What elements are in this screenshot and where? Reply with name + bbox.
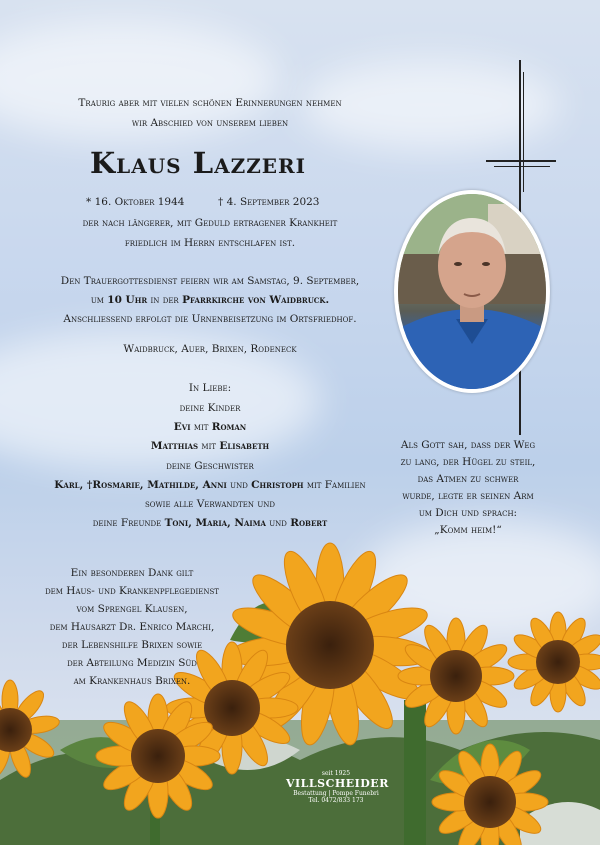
service-text: in der (150, 294, 179, 306)
thanks-line: der Abteilung Medizin Süd (67, 657, 197, 669)
poem-line: wurde, legte er seinen Arm (402, 490, 534, 502)
child-line (0, 437, 420, 456)
families-text: mit Familien (306, 479, 366, 491)
cross-vertical-line (523, 72, 524, 192)
thanks-line: dem Hausarzt Dr. Enrico Marchi, (49, 621, 215, 633)
logo-subtitle: Bestattung | Pompe Funebri (293, 790, 379, 797)
thanks-line: vom Sprengel Klausen, (76, 603, 188, 615)
siblings-names: Karl, †Rosmarie, Mathilde, Anni (54, 479, 227, 491)
logo-phone: Tel. 0472/833 173 (308, 797, 364, 804)
relatives-line: sowie alle Verwandten und (144, 498, 276, 510)
stem (404, 700, 426, 845)
service-text: um (90, 294, 104, 306)
with-text: mit (201, 440, 217, 452)
partner-name: Roman (211, 421, 247, 433)
siblings-label: deine Geschwister (166, 460, 254, 472)
portrait-photo (398, 194, 546, 389)
children-label: deine Kinder (179, 402, 241, 414)
thanks-line: Ein besonderen Dank gilt (70, 567, 194, 579)
child-name: Evi (173, 421, 191, 433)
poem-line: Als Gott sah, dass der Weg (400, 439, 536, 451)
deceased-name: Klaus Lazzeri (89, 146, 307, 180)
service-line: Den Trauergottesdienst feiern wir am Samstag, 9. September, (60, 275, 360, 287)
poem-line: das Atmen zu schwer (417, 473, 519, 485)
circumstance-line: der nach längerer, mit Geduld ertragener Krankheit (82, 217, 338, 229)
cross-horizontal-line (494, 166, 550, 167)
and-text: und (269, 517, 287, 529)
sibling-name: Christoph (251, 479, 304, 491)
child-line (0, 418, 420, 437)
portrait-illustration (398, 194, 546, 389)
intro-line: wir Abschied von unserem lieben (131, 117, 289, 129)
service-line: Anschließend erfolgt die Urnenbeisetzung im Ortsfriedhof. (63, 313, 357, 325)
partner-name: Elisabeth (219, 440, 270, 452)
service-time-line (0, 291, 420, 310)
poem-line: „Komm heim!“ (434, 524, 502, 536)
intro-line: Traurig aber mit vielen schönen Erinnerungen nehmen (78, 97, 342, 109)
thanks-line: der Lebenshilfe Brixen sowie (61, 639, 203, 651)
with-text: mit (193, 421, 209, 433)
friends-label: deine Freunde (92, 517, 162, 529)
child-name: Matthias (150, 440, 199, 452)
friend-name: Robert (290, 517, 328, 529)
service-time: 10 Uhr (107, 294, 148, 306)
thanks-line: dem Haus- und Krankenpflegedienst (45, 585, 219, 597)
circumstance-line: friedlich im Herrn entschlafen ist. (124, 237, 296, 249)
logo-since: seit 1925 (321, 770, 351, 777)
sunflower (508, 612, 600, 712)
poem-line: um Dich und sprach: (418, 507, 518, 519)
friends-names: Toni, Maria, Naima (164, 517, 266, 529)
cross-horizontal-line (486, 160, 556, 162)
and-text: und (230, 479, 248, 491)
birth-date: * 16. Oktober 1944 (86, 196, 185, 208)
siblings-line (0, 476, 420, 495)
death-date: † 4. September 2023 (218, 196, 320, 208)
service-place: Pfarrkirche von Waidbruck. (182, 294, 330, 306)
mourners-heading: In Liebe: (188, 382, 232, 394)
funeral-home-logo (286, 770, 389, 804)
poem-line: zu lang, der Hügel zu steil, (400, 456, 536, 468)
logo-brand: VILLSCHEIDER (286, 777, 389, 790)
places: Waidbruck, Auer, Brixen, Rodeneck (123, 343, 297, 355)
thanks-line: am Krankenhaus Brixen. (73, 675, 191, 687)
